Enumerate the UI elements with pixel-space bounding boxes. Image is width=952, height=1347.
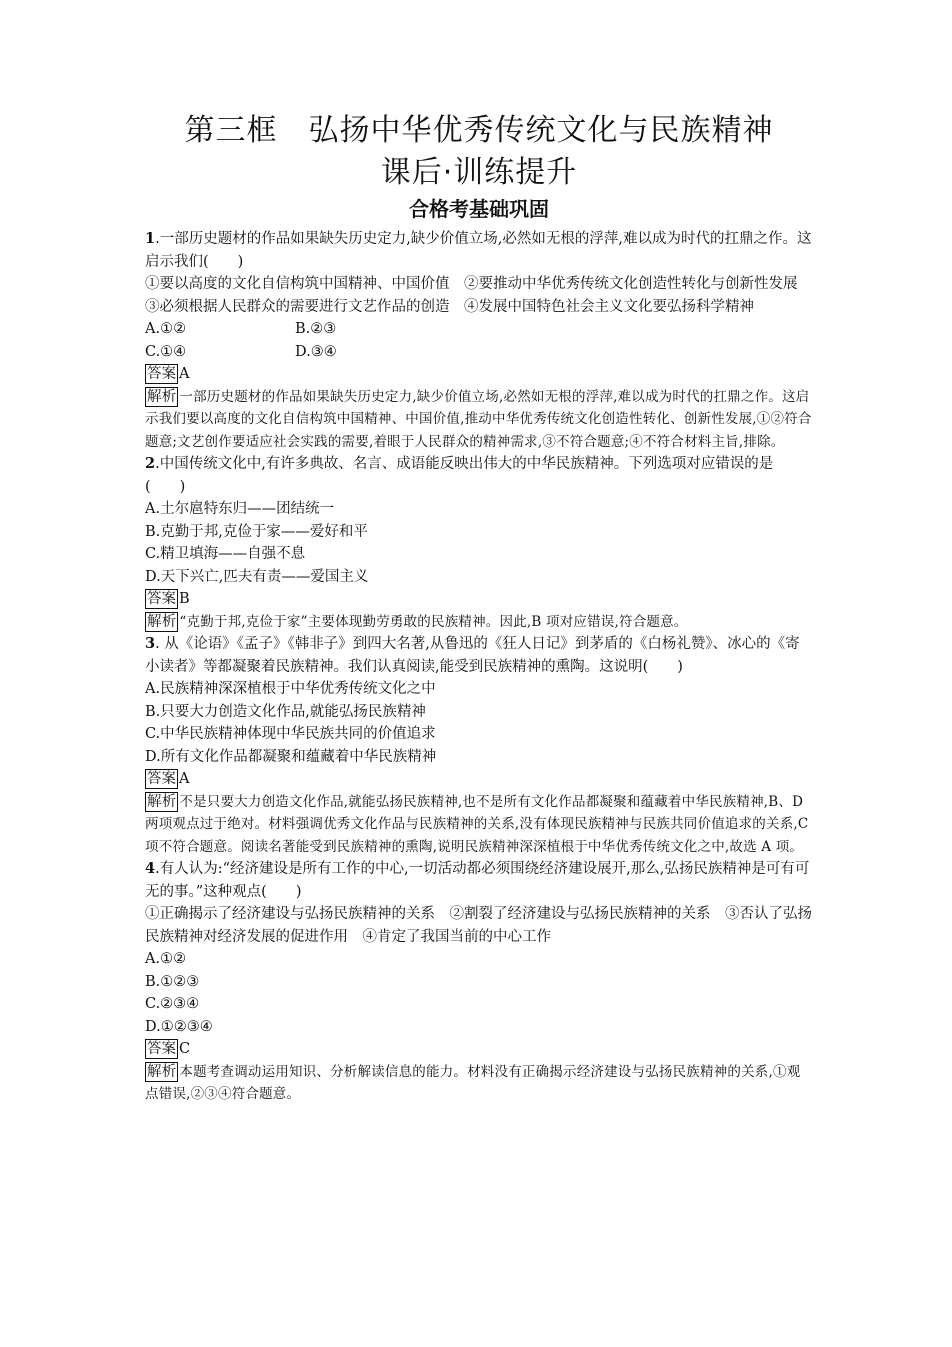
- explanation-text: “克勤于邦,克俭于家”主要体现勤劳勇敢的民族精神。因此,B 项对应错误,符合题意。: [179, 613, 688, 630]
- option-c: C.②③④: [145, 996, 200, 1012]
- question-stem: 1.一部历史题材的作品如果缺失历史定力,缺少价值立场,必然如无根的浮萍,难以成为时代的扛鼎之作。这启示我们( ): [145, 230, 812, 270]
- option-c: C.①④: [145, 343, 187, 360]
- answer-value: C: [179, 1041, 191, 1057]
- option-b: B.①②③: [145, 973, 200, 990]
- answer-tag: 答案: [147, 591, 176, 607]
- explanation-text: 一部历史题材的作品如果缺失历史定力,缺少价值立场,必然如无根的浮萍,难以成为时代的扛鼎之作。这启示我们要以高度的文化自信构筑中国精神、中国价值,推动中华优秀传统文化创造性转化、创新性发展,①②符合题意;文艺创作要适应社会实践的需要,着眼于人民群众的精神需求,③不符合题意;④不符合材料主旨,排除。: [145, 388, 812, 450]
- option-d: D.所有文化作品都凝聚和蕴藏着中华民族精神: [145, 748, 437, 765]
- question-statements: ①正确揭示了经济建设与弘扬民族精神的关系 ②割裂了经济建设与弘扬民族精神的关系 ③否认了弘扬民族精神对经济发展的促进作用 ④肯定了我国当前的中心工作: [145, 906, 812, 945]
- answer-row: [145, 1038, 813, 1061]
- answer-value: B: [179, 591, 190, 607]
- option-a: A.①②: [145, 321, 187, 337]
- question-1: [145, 228, 813, 453]
- answer-value: A: [179, 771, 190, 787]
- document-title: [145, 110, 813, 194]
- answer-value: A: [179, 366, 190, 382]
- options-grid: [145, 318, 813, 363]
- explanation-text: 不是只要大力创造文化作品,就能弘扬民族精神,也不是所有文化作品都凝聚和蕴藏着中华民族精神,B、D 两项观点过于绝对。材料强调优秀文化作品与民族精神的关系,没有体现民族精神与民族共同价值追求的关系,C 项不符合题意。阅读名著能受到民族精神的熏陶,说明民族精神深深植根于中华优秀传统文化之中,故选 A 项。: [145, 793, 809, 855]
- option-c: C.精卫填海——自强不息: [145, 546, 306, 562]
- answer-tag: 答案: [147, 366, 176, 382]
- title-line-1: 第三框 弘扬中华优秀传统文化与民族精神: [184, 113, 774, 148]
- option-b: B.只要大力创造文化作品,就能弘扬民族精神: [145, 703, 426, 720]
- explanation-row: [145, 611, 813, 634]
- explanation-tag: 解析: [147, 793, 177, 810]
- answer-tag: 答案: [147, 771, 176, 787]
- explanation-tag: 解析: [147, 613, 177, 630]
- question-stem: 4.有人认为:“经济建设是所有工作的中心,一切活动都必须围绕经济建设展开,那么,弘扬民族精神是可有可无的事。”这种观点( ): [145, 860, 810, 900]
- explanation-tag: 解析: [147, 388, 177, 405]
- option-d: D.天下兴亡,匹夫有责——爱国主义: [145, 568, 369, 585]
- explanation-row: [145, 386, 813, 454]
- option-b: B.克勤于邦,克俭于家——爱好和平: [145, 523, 368, 540]
- title-line-2: 课后·训练提升: [380, 155, 578, 190]
- explanation-row: [145, 791, 813, 859]
- option-d: D.①②③④: [145, 1018, 213, 1035]
- answer-row: [145, 768, 813, 791]
- question-statements: ①要以高度的文化自信构筑中国精神、中国价值 ②要推动中华优秀传统文化创造性转化与创新性发展 ③必须根据人民群众的需要进行文艺作品的创造 ④发展中国特色社会主义文化要弘扬科学精神: [145, 276, 812, 315]
- question-4: [145, 858, 813, 1106]
- option-d: D.③④: [295, 343, 337, 360]
- answer-row: [145, 588, 813, 611]
- option-a: A.①②: [145, 951, 187, 967]
- answer-tag: 答案: [147, 1041, 176, 1057]
- answer-row: [145, 363, 813, 386]
- section-heading: 合格考基础巩固: [409, 197, 549, 221]
- question-2: [145, 453, 813, 633]
- document-page: [145, 110, 813, 1106]
- question-stem: 3. 从《论语》《孟子》《韩非子》到四大名著,从鲁迅的《狂人日记》到茅盾的《白杨礼赞》、冰心的《寄小读者》等都凝聚着民族精神。我们认真阅读,能受到民族精神的熏陶。这说明( ): [145, 635, 800, 675]
- question-stem: 2.中国传统文化中,有许多典故、名言、成语能反映出伟大的中华民族精神。下列选项对应错误的是( ): [145, 455, 774, 495]
- explanation-row: [145, 1061, 813, 1106]
- explanation-text: 本题考查调动运用知识、分析解读信息的能力。材料没有正确揭示经济建设与弘扬民族精神的关系,①观点错误,②③④符合题意。: [145, 1063, 801, 1102]
- option-c: C.中华民族精神体现中华民族共同的价值追求: [145, 726, 436, 742]
- question-3: [145, 633, 813, 858]
- option-a: A.民族精神深深植根于中华优秀传统文化之中: [145, 681, 436, 697]
- option-b: B.②③: [295, 321, 337, 337]
- explanation-tag: 解析: [147, 1063, 177, 1080]
- option-a: A.土尔扈特东归——团结统一: [145, 501, 335, 517]
